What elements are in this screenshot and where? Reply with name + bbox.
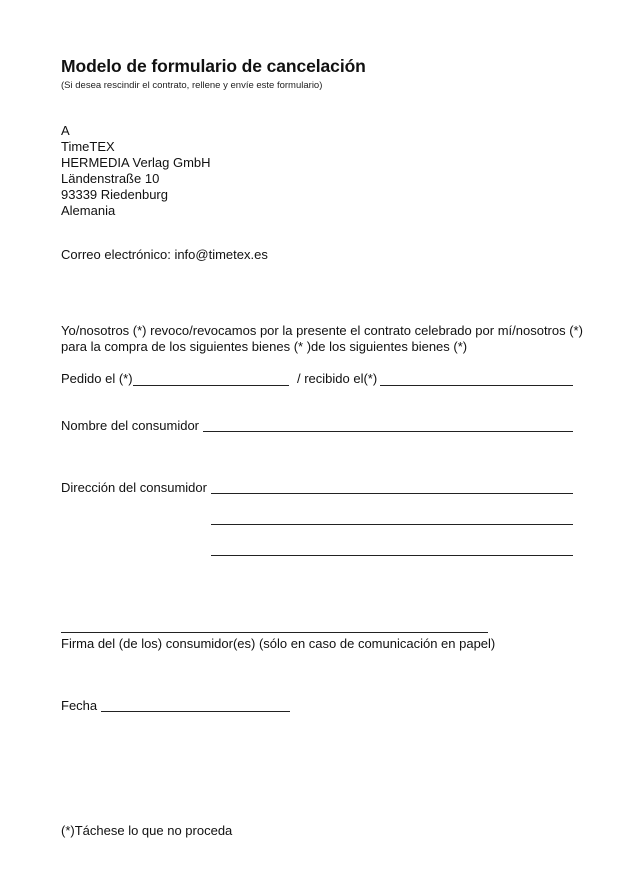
declaration-line-1: Yo/nosotros (*) revoco/revocamos por la presente el contrato celebrado por mí/nosotros (*) [61,323,583,338]
signature-field[interactable] [61,632,488,633]
address-line: A [61,123,70,138]
consumer-name-field[interactable] [203,431,573,432]
address-line: Alemania [61,203,116,218]
consumer-address-field-3[interactable] [211,555,573,556]
consumer-name-label: Nombre del consumidor [61,418,200,433]
document-subtitle: (Si desea rescindir el contrato, rellene y envíe este formulario) [61,80,323,91]
declaration-line-2: para la compra de los siguientes bienes (* )de los siguientes bienes (*) [61,339,468,354]
date-field[interactable] [101,711,290,712]
signature-label: Firma del (de los) consumidor(es) (sólo en caso de comunicación en papel) [61,636,496,651]
address-line: TimeTEX [61,139,115,154]
received-date-field[interactable] [380,385,573,386]
ordered-date-field[interactable] [133,385,289,386]
recipient-address [61,123,211,219]
consumer-address-field-1[interactable] [211,493,573,494]
email-line: Correo electrónico: info@timetex.es [61,247,268,262]
received-label: / recibido el(*) [297,371,378,386]
document-title: Modelo de formulario de cancelación [61,56,366,76]
footnote: (*)Táchese lo que no proceda [61,823,233,838]
date-label: Fecha [61,698,98,713]
consumer-address-field-2[interactable] [211,524,573,525]
declaration-text [61,323,583,355]
address-line: 93339 Riedenburg [61,187,168,202]
address-line: HERMEDIA Verlag GmbH [61,155,211,170]
address-line: Ländenstraße 10 [61,171,160,186]
consumer-address-label: Dirección del consumidor [61,480,207,495]
ordered-label: Pedido el (*) [61,371,133,386]
